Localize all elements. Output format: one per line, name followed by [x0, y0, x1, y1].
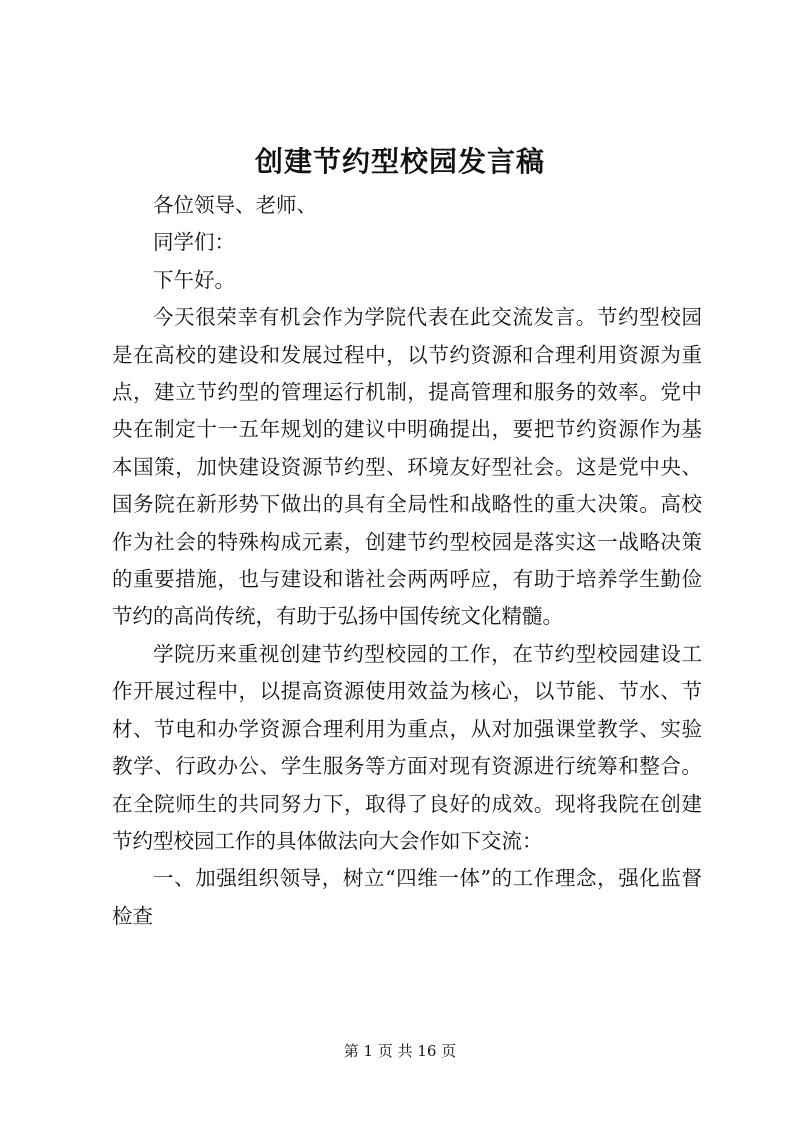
paragraph-intro: 今天很荣幸有机会作为学院代表在此交流发言。节约型校园是在高校的建设和发展过程中，以节约资源和合理利用资源为重点，建立节约型的管理运行机制，提高管理和服务的效率。党中央在制定十一五年规划的建议中明确提出，要把节约资源作为基本国策，加快建设资源节约型、环境友好型社会。这是党中央、国务院在新形势下做出的具有全局性和战略性的重大决策。高校作为社会的特殊构成元素，创建节约型校园是落实这一战略决策的重要措施，也与建设和谐社会两两呼应，有助于培养学生勤俭节约的高尚传统，有助于弘扬中国传统文化精髓。: [112, 305, 702, 629]
greeting-line-2: 同学们：: [153, 230, 235, 255]
document-title: 创建节约型校园发言稿: [254, 145, 545, 178]
section-heading-1: 一、加强组织领导，树立“四维一体”的工作理念，强化监督检查: [112, 866, 702, 928]
document-body: [112, 187, 702, 935]
greeting-line-1: 各位领导、老师、: [153, 193, 317, 217]
page-footer: 第 1 页 共 16 页: [343, 1042, 457, 1060]
paragraph-college-work: 学院历来重视创建节约型校园的工作，在节约型校园建设工作开展过程中，以提高资源使用效益为核心，以节能、节水、节材、节电和办学资源合理利用为重点，从对加强课堂教学、实验教学、行政办公、学生服务等方面对现有资源进行统筹和整合。在全院师生的共同努力下，取得了良好的成效。现将我院在创建节约型校园工作的具体做法向大会作如下交流：: [112, 641, 702, 853]
greeting-line-3: 下午好。: [153, 267, 235, 292]
